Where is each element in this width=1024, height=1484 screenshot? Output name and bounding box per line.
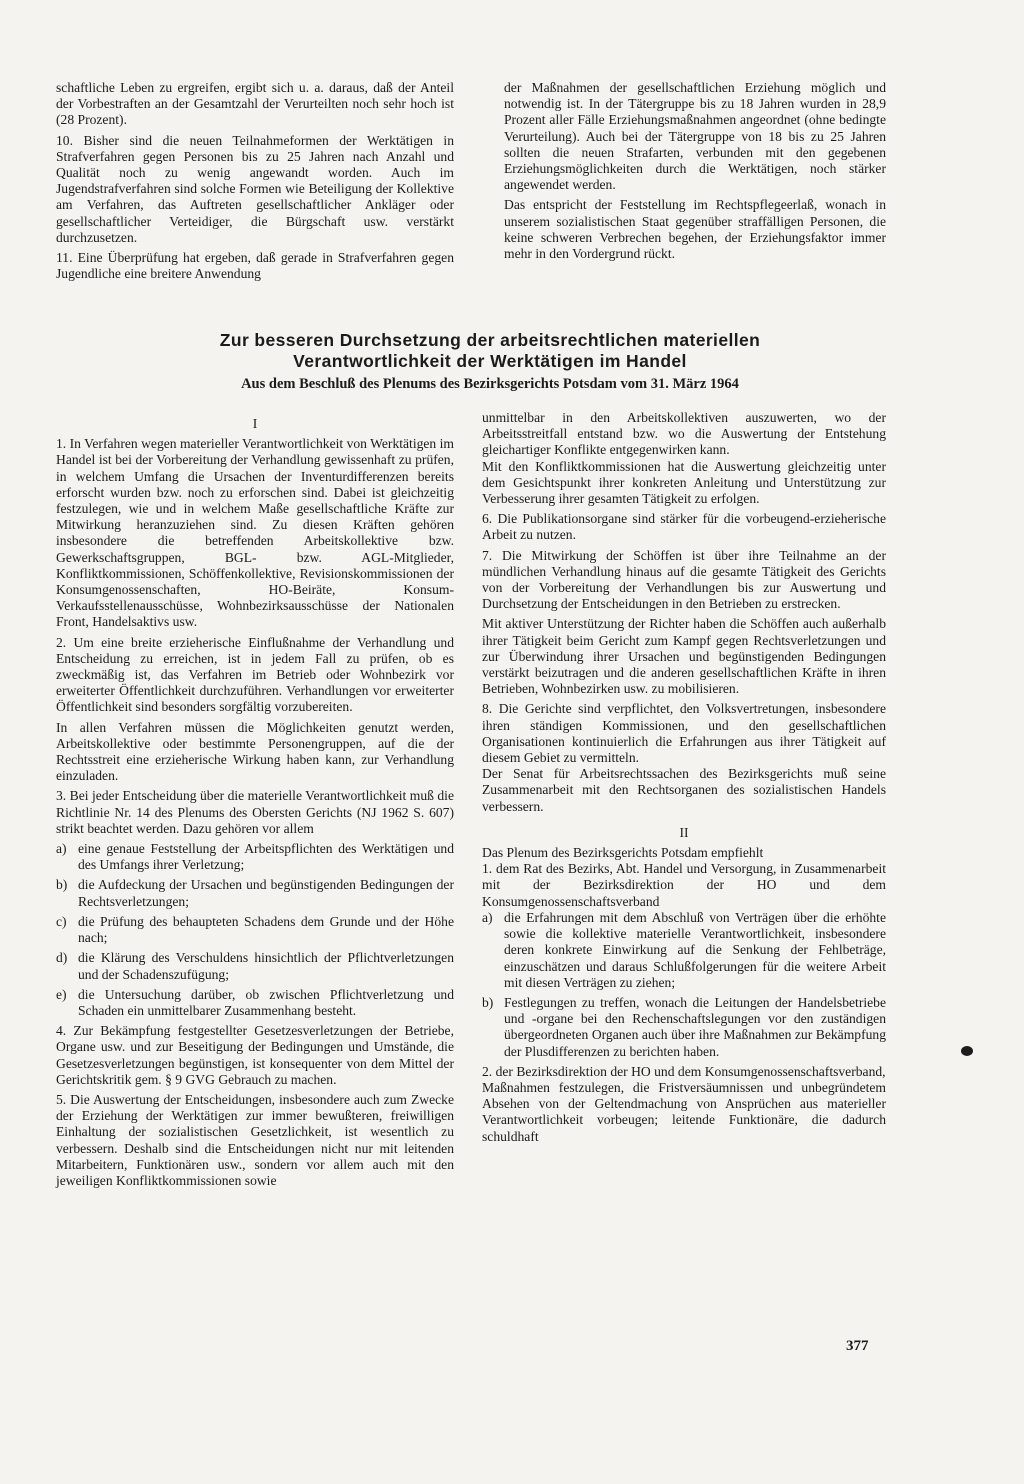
article-title-line-1: Zur besseren Durchsetzung der arbeitsrechtlichen materiellen [219,330,761,350]
list-item-text: die Erfahrungen mit dem Abschluß von Verträgen über die erhöhte sowie die kollektive materielle Verantwortlichkeit, insbesondere deren konkrete Einwirkung auf die Senkung der Fehlbeträge, einzuschätzen und daraus Schlußfolgerungen für die weitere Arbeit mit diesen Verträgen zu ziehen; [504,909,886,990]
list-item-label: d) [56,950,68,966]
article-title-line-2: Verantwortlichkeit der Werktätigen im Handel [293,351,687,371]
paragraph: Das entspricht der Feststellung im Rechtspflegeerlaß, wonach in unserem sozialistischen Staat gegenüber straffälligen Personen, die keine schweren Verbrechen begehen, der Erziehungsfaktor immer mehr in den Vordergrund rückt. [504,197,886,262]
list-item-label: a) [482,909,493,925]
list-item-label: a) [56,841,67,857]
paragraph: 3. Bei jeder Entscheidung über die materielle Verantwortlichkeit muß die Richtlinie Nr. 14 des Plenums des Obersten Gerichts (NJ 1962 S. 607) strikt beachtet werden. Dazu gehören vor allem [56,788,454,836]
paragraph: 1. In Verfahren wegen materieller Verantwortlichkeit von Werktätigen im Handel ist bei der Vorbereitung der Verhandlung gewissenhaft zu prüfen, in welchem Umfang die Ursachen der Inventurdifferenzen bereits erforscht wurden bzw. noch zu erforschen sind. Dabei ist gleichzeitig festzulegen, wie und in welchem Maße gesellschaftliche Kräfte zur Mitwirkung heranzuziehen sind. Zu diesen Kräften gehören insbesondere die betreffenden Arbeitskollektive bzw. Gewerkschaftsgruppen, BGL- bzw. AGL-Mitglieder, Konfliktkommissionen, Schöffenkollektive, Revisionskommissionen der Konsumgenossenschaften, HO-Beiräte, Konsum-Verkaufsstellenausschüsse, Wohnbezirksausschüsse der Nationalen Front, Handelsaktivs usw. [56,436,454,630]
top-right-column [504,80,886,266]
list-item-text: die Aufdeckung der Ursachen und begünstigenden Bedingungen der Rechtsverletzungen; [78,877,454,909]
paragraph: unmittelbar in den Arbeitskollektiven auszuwerten, wo der Arbeitsstreitfall entstand bzw. wo die Auswertung der Entstehung gleichartiger Konflikte entgegenwirken kann. [482,410,886,458]
list-item-label: b) [482,994,494,1010]
list-item [482,995,886,1060]
section-heading-ii: II [679,824,689,840]
list-item [56,914,454,946]
list-item-text: die Klärung des Verschuldens hinsichtlich der Pflichtverletzungen und der Schadenszufügung; [78,950,454,982]
list-item [56,877,454,909]
paragraph: 2. Um eine breite erzieherische Einflußnahme der Verhandlung und Entscheidung zu erreichen, ist in jedem Fall zu prüfen, ob es zweckmäßig ist, das Verfahren im Betrieb oder Wohnbezirk vor erweiterter Öffentlichkeit durchzuführen. Verhandlungen vor erweiterter Öffentlichkeit sind besonders sorgfältig vorzubereiten. [56,634,454,715]
list-item-label: e) [56,986,67,1002]
article-left-column [56,416,454,1193]
paragraph: 6. Die Publikationsorgane sind stärker für die vorbeugend-erzieherische Arbeit zu nutzen. [482,511,886,543]
paragraph: 5. Die Auswertung der Entscheidungen, insbesondere auch zum Zwecke der Erziehung der Werktätigen zur immer bewußteren, freiwilligen Einhaltung der sozialistischen Gesetzlichkeit, ist wesentlich zu verbessern. Deshalb sind die Entscheidungen nicht nur mit leitenden Mitarbeitern, Funktionären usw., sondern vor allem auch mit den jeweiligen Konfliktkommissionen sowie [56,1091,454,1188]
paragraph: 8. Die Gerichte sind verpflichtet, den Volksvertretungen, insbesondere ihren ständigen Kommissionen, und den gesellschaftlichen Organisationen kontinuierlich die Erfahrungen aus ihrer Tätigkeit auf diesem Gebiet zu vermitteln. [482,701,886,766]
paragraph: Mit den Konfliktkommissionen hat die Auswertung gleichzeitig unter dem Gesichtspunkt ihrer konkreten Anleitung und Unterstützung zur Verbesserung ihrer gesamten Tätigkeit zu erfolgen. [482,458,886,507]
list-item-text: Festlegungen zu treffen, wonach die Leitungen der Handelsbetriebe und -organe bei den Rechenschaftslegungen vor den zuständigen übergeordneten Organen auch über ihre Maßnahmen zur Bekämpfung der Plusdifferenzen zu berichten haben. [504,994,886,1059]
list-item [56,987,454,1019]
paragraph: schaftliche Leben zu ergreifen, ergibt sich u. a. daraus, daß der Anteil der Vorbestraften an der Gesamtzahl der Verurteilten noch sehr hoch ist (28 Prozent). [56,80,454,128]
article-title [60,330,920,372]
paragraph: 2. der Bezirksdirektion der HO und dem Konsumgenossenschaftsverband, [482,1063,886,1079]
paragraph: Mit aktiver Unterstützung der Richter haben die Schöffen auch außerhalb ihrer Tätigkeit beim Gericht zum Kampf gegen Rechtsverletzungen und zur Überwindung ihrer Ursachen und begünstigenden Bedingungen verstärkt beizutragen und die anderen gesellschaftlichen Kräfte in ihren Betrieben, Wohnbezirken usw. zu mobilisieren. [482,616,886,697]
page-number: 377 [846,1338,869,1354]
section-heading-i: I [252,416,258,431]
paragraph: der Maßnahmen der gesellschaftlichen Erziehung möglich und notwendig ist. In der Tätergruppe bis zu 18 Jahren wurden in 28,9 Prozent aller Fälle Erziehungsmaßnahmen angeordnet (ohne bedingte Verurteilung). Auch bei der Tätergruppe von 18 bis zu 25 Jahren sollten die neuen Strafarten, verbunden mit den gegebenen Erziehungsmöglichkeiten durch die Werktätigen, noch stärker angewendet werden. [504,80,886,193]
top-left-column [56,80,454,286]
paragraph: In allen Verfahren müssen die Möglichkeiten genutzt werden, Arbeitskollektive oder bestimmte Personengruppen, auf die der Rechtsstreit eine erzieherische Wirkung haben kann, zur Verhandlung einzuladen. [56,719,454,784]
paragraph: 11. Eine Überprüfung hat ergeben, daß gerade in Strafverfahren gegen Jugendliche eine breitere Anwendung [56,250,454,282]
article-right-column [482,410,886,1145]
list-item [56,841,454,873]
paragraph: 1. dem Rat des Bezirks, Abt. Handel und Versorgung, in Zusammenarbeit mit der Bezirksdirektion der HO und dem Konsumgenossenschaftsverband [482,861,886,909]
paragraph: 7. Die Mitwirkung der Schöffen ist über ihre Teilnahme an der mündlichen Verhandlung hinaus auf die gesamte Tätigkeit des Gerichts von der Vorbereitung der Verhandlungen bis zur Auswertung und Durchsetzung der Entscheidungen in den Betrieben zu erstrecken. [482,547,886,612]
paragraph: Das Plenum des Bezirksgerichts Potsdam empfiehlt [482,845,764,861]
list-item [56,950,454,982]
list-item-text: die Prüfung des behaupteten Schadens dem Grunde und der Höhe nach; [78,913,454,946]
list-item-text: eine genaue Feststellung der Arbeitspflichten des Werktätigen und des Umfangs ihrer Verletzung; [78,841,454,873]
list-item-text: die Untersuchung darüber, ob zwischen Pflichtverletzung und Schaden ein unmittelbarer Zusammenhang besteht. [78,986,454,1018]
list-item-label: c) [56,913,67,929]
list-item-label: b) [56,877,68,893]
list-item [482,910,886,991]
paragraph: Der Senat für Arbeitsrechtssachen des Bezirksgerichts muß seine Zusammenarbeit mit den Rechtsorganen des sozialistischen Handels verbessern. [482,766,886,814]
paragraph: 10. Bisher sind die neuen Teilnahmeformen der Werktätigen in Strafverfahren gegen Personen bis zu 25 Jahren nach Anzahl und Qualität noch zu wenig angewandt worden. Auch im Jugendstrafverfahren sind solche Formen wie Beteiligung der Kollektive am Verfahren, das Auftreten gesellschaftlicher Ankläger oder gesellschaftlicher Verteidiger, die Bürgschaft usw. verstärkt durchzusetzen. [56,132,454,245]
paragraph: 4. Zur Bekämpfung festgestellter Gesetzesverletzungen der Betriebe, Organe usw. und zur Beseitigung der Bedingungen und Umstände, die Gesetzesverletzungen begünstigen, ist konsequenter von dem Mittel der Gerichtskritik gem. § 9 GVG Gebrauch zu machen. [56,1023,454,1087]
ink-dot-mark [961,1046,973,1056]
paragraph: Maßnahmen festzulegen, die Fristversäumnissen und unbegründetem Absehen von der Geltendmachung von Ansprüchen aus materieller Verantwortlichkeit vorbeugen; leitende Funktionäre, die dadurch schuldhaft [482,1079,886,1144]
article-subtitle: Aus dem Beschluß des Plenums des Bezirksgerichts Potsdam vom 31. März 1964 [241,376,739,392]
